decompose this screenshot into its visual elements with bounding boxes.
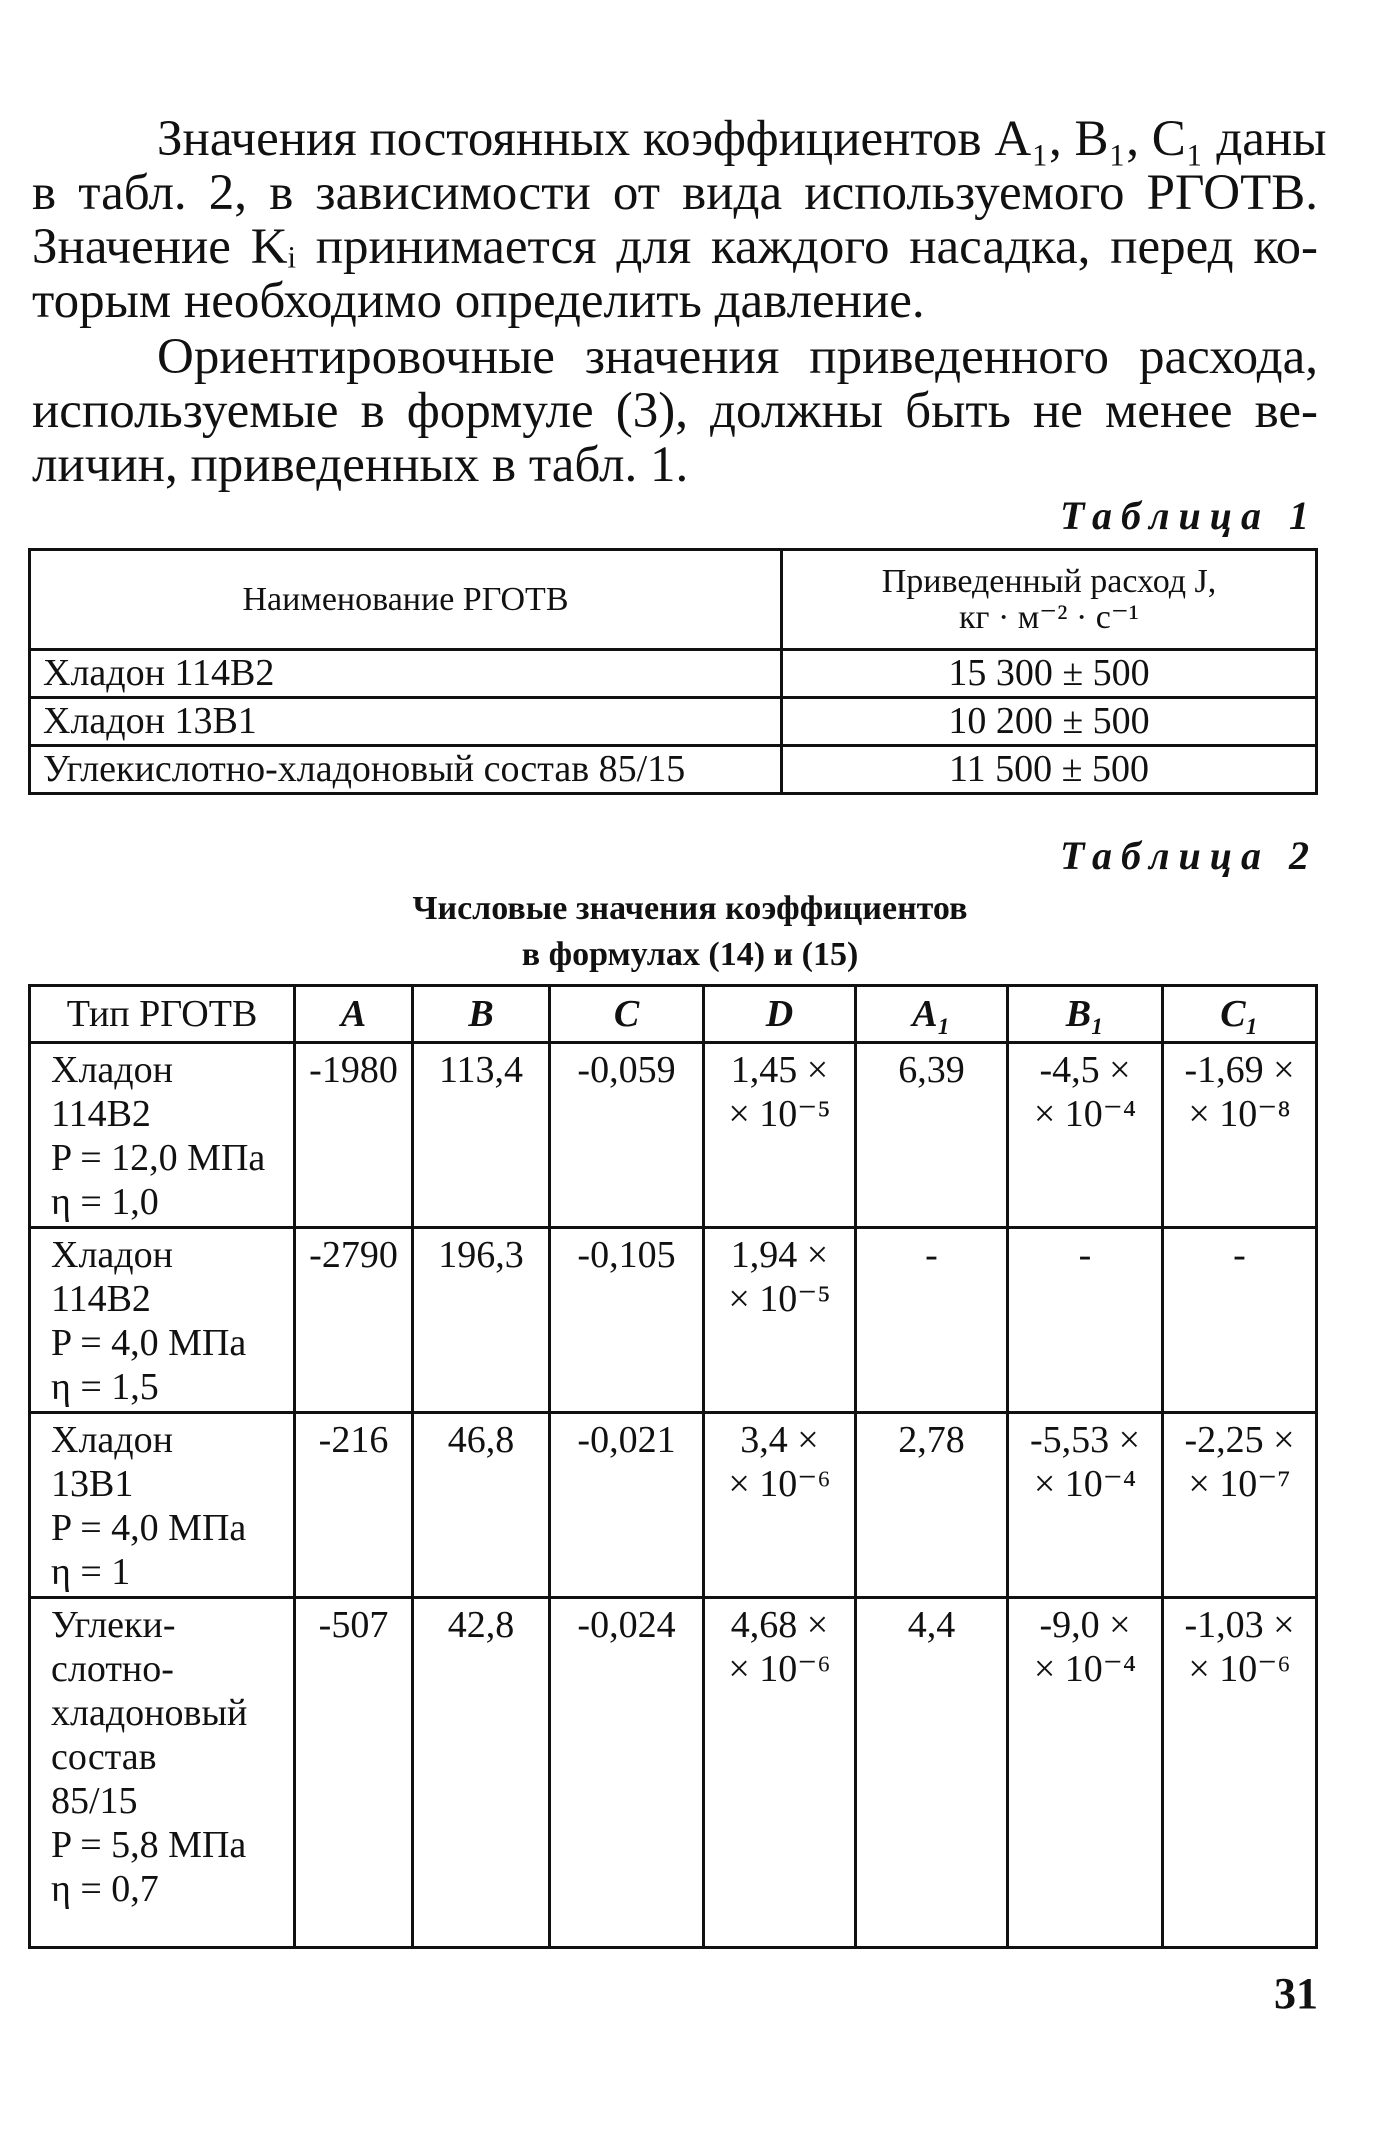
table2-type-line: η = 1,5 [51,1366,159,1408]
table2-value-line: -507 [318,1604,389,1646]
table2-value-line: 3,4 × [740,1419,819,1461]
paragraph-line: Значения постоянных коэффициентов A₁, B₁, C₁ даны [157,111,1327,167]
table2-header-B: B [413,986,550,1043]
table2-value-line: - [1233,1234,1246,1276]
table2-cell-value [413,1413,550,1598]
table2-type-line: слотно- [51,1648,174,1690]
table2-value-line: -0,021 [577,1419,676,1461]
table2-label: Таблица 2 [1060,833,1318,878]
table2-cell-type [30,1413,295,1598]
page-number: 31 [1274,1969,1318,2018]
table2-type-line: P = 4,0 МПа [51,1322,247,1364]
table2-cell-type [30,1043,295,1228]
table1 [28,548,1318,795]
table2-value-line: -0,059 [577,1049,676,1091]
table2-type-line: 85/15 [51,1780,138,1822]
table-row [30,1598,1317,1948]
table2-cell-value [550,1043,704,1228]
table2-value-line: -0,024 [577,1604,676,1646]
table2-header-D: D [704,986,856,1043]
table2-cell-value [856,1043,1008,1228]
table2-value-line: 4,4 [907,1604,956,1646]
table2-cell-value [704,1413,856,1598]
table2-cell-value [704,1228,856,1413]
table1-header-flow-line1: Приведенный расход J, [881,562,1217,600]
table2-cell-value [704,1598,856,1948]
table2-cell-value [704,1043,856,1228]
table2-value-line: × 10⁻⁴ [1033,1463,1137,1505]
table1-cell-name: Хладон 13В1 [30,698,782,746]
paragraph-line: торым необходимо определить давление. [32,273,925,329]
table1-header-row [30,550,1317,650]
table2-value-line: 113,4 [438,1049,524,1091]
table2-type-line: P = 12,0 МПа [51,1137,266,1179]
table2-value-line: -4,5 × [1039,1049,1131,1091]
table-row [30,1043,1317,1228]
table2-value-line: 2,78 [898,1419,965,1461]
table2-type-line: Углеки- [51,1604,176,1646]
table2 [28,984,1318,1949]
table2-value-line: - [925,1234,938,1276]
table-row [30,698,1317,746]
table1-cell-name: Углекислотно-хладоновый состав 85/15 [30,746,782,794]
table2-cell-value [1008,1598,1163,1948]
paragraph-line: используемые в формуле (3), должны быть не менее ве- [32,383,1318,439]
table2-value-line: × 10⁻⁴ [1033,1648,1137,1690]
table1-header-flow-unit: кг · м⁻² · с⁻¹ [959,598,1139,636]
paragraph-line: в табл. 2, в зависимости от вида используемого РГОТВ. [32,165,1318,221]
table2-value-line: × 10⁻⁷ [1188,1463,1291,1505]
table2-value-line: 1,45 × [730,1049,829,1091]
table-row [30,746,1317,794]
table2-value-line: × 10⁻⁵ [728,1093,831,1135]
table2-header-C1: C₁ [1163,986,1317,1043]
table2-cell-value [1008,1228,1163,1413]
table2-cell-value [295,1228,413,1413]
table2-cell-value [856,1228,1008,1413]
table2-cell-value [295,1598,413,1948]
table2-cell-value [413,1228,550,1413]
table2-cell-type [30,1228,295,1413]
table2-cell-value [1163,1043,1317,1228]
table2-cell-type [30,1598,295,1948]
table2-cell-value [295,1043,413,1228]
table1-cell-name: Хладон 114В2 [30,650,782,698]
table2-cell-value [1163,1413,1317,1598]
table2-cell-value [550,1413,704,1598]
table2-value-line: × 10⁻⁶ [728,1648,831,1690]
table2-header-type: Тип РГОТВ [30,986,295,1043]
table2-value-line: 42,8 [447,1604,515,1646]
table2-header-B1: B₁ [1008,986,1163,1043]
table2-header-row [30,986,1317,1043]
table2-value-line: 196,3 [438,1234,524,1276]
table2-value-line: -1980 [309,1049,398,1091]
table2-caption [0,886,1380,978]
table2-cell-value [1008,1413,1163,1598]
table2-caption-line: в формулах (14) и (15) [521,936,859,973]
table2-value-line: -216 [318,1419,389,1461]
table2-value-line: 4,68 × [730,1604,829,1646]
paragraph-line: Значение Kᵢ принимается для каждого насадка, перед ко- [32,219,1318,275]
table2-cell-value [413,1043,550,1228]
table2-value-line: × 10⁻⁶ [728,1463,831,1505]
table2-type-line: Хладон [51,1049,173,1091]
table2-value-line: × 10⁻⁵ [728,1278,831,1320]
table2-type-line: η = 0,7 [51,1868,159,1910]
table2-cell-value [413,1598,550,1948]
table2-value-line: -5,53 × [1029,1419,1141,1461]
table-row [30,1228,1317,1413]
table2-cell-value [550,1598,704,1948]
table1-header-flow [782,550,1317,650]
table2-cell-value [550,1228,704,1413]
table2-type-line: η = 1 [51,1551,131,1593]
table2-type-line: 114В2 [51,1093,151,1135]
table2-type-line: хладоновый [51,1692,248,1734]
table2-header-A: A [295,986,413,1043]
table1-label: Таблица 1 [1060,493,1318,538]
paragraph-line: Ориентировочные значения приведенного расхода, [157,329,1318,385]
table2-value-line: -9,0 × [1039,1604,1131,1646]
table2-value-line: × 10⁻⁶ [1188,1648,1291,1690]
table2-type-line: 13В1 [51,1463,134,1505]
table2-type-line: P = 4,0 МПа [51,1507,247,1549]
table2-value-line: 46,8 [447,1419,515,1461]
table2-body [30,1043,1317,1948]
paragraph-flow-rate [32,330,1318,492]
table2-value-line: -0,105 [577,1234,676,1276]
table2-cell-value [856,1413,1008,1598]
table2-cell-value [295,1413,413,1598]
table2-value-line: × 10⁻⁴ [1033,1093,1137,1135]
table2-type-line: Хладон [51,1234,173,1276]
paragraph-coefficients [32,111,1327,329]
table1-cell-flow: 11 500 ± 500 [782,746,1317,794]
table2-header-A1: A₁ [856,986,1008,1043]
table2-cell-value [1163,1598,1317,1948]
table1-header-name: Наименование РГОТВ [30,550,782,650]
table2-value-line: -2790 [309,1234,398,1276]
table2-value-line: 1,94 × [730,1234,829,1276]
table2-caption-line: Числовые значения коэффициентов [412,890,968,927]
table2-type-line: 114В2 [51,1278,151,1320]
table2-type-line: состав [51,1736,157,1778]
table1-cell-flow: 10 200 ± 500 [782,698,1317,746]
table2-header-C: C [550,986,704,1043]
table2-value-line: -1,69 × [1184,1049,1295,1091]
table-row [30,650,1317,698]
table1-cell-flow: 15 300 ± 500 [782,650,1317,698]
table-row [30,1413,1317,1598]
table2-value-line: - [1078,1234,1092,1276]
table2-value-line: -1,03 × [1184,1604,1295,1646]
table2-type-line: P = 5,8 МПа [51,1824,247,1866]
table2-value-line: -2,25 × [1184,1419,1295,1461]
table2-value-line: 6,39 [898,1049,965,1091]
table2-cell-value [856,1598,1008,1948]
table2-value-line: × 10⁻⁸ [1188,1093,1291,1135]
table2-cell-value [1163,1228,1317,1413]
table2-type-line: Хладон [51,1419,173,1461]
table2-cell-value [1008,1043,1163,1228]
paragraph-line: личин, приведенных в табл. 1. [32,437,689,493]
table2-type-line: η = 1,0 [51,1181,159,1223]
